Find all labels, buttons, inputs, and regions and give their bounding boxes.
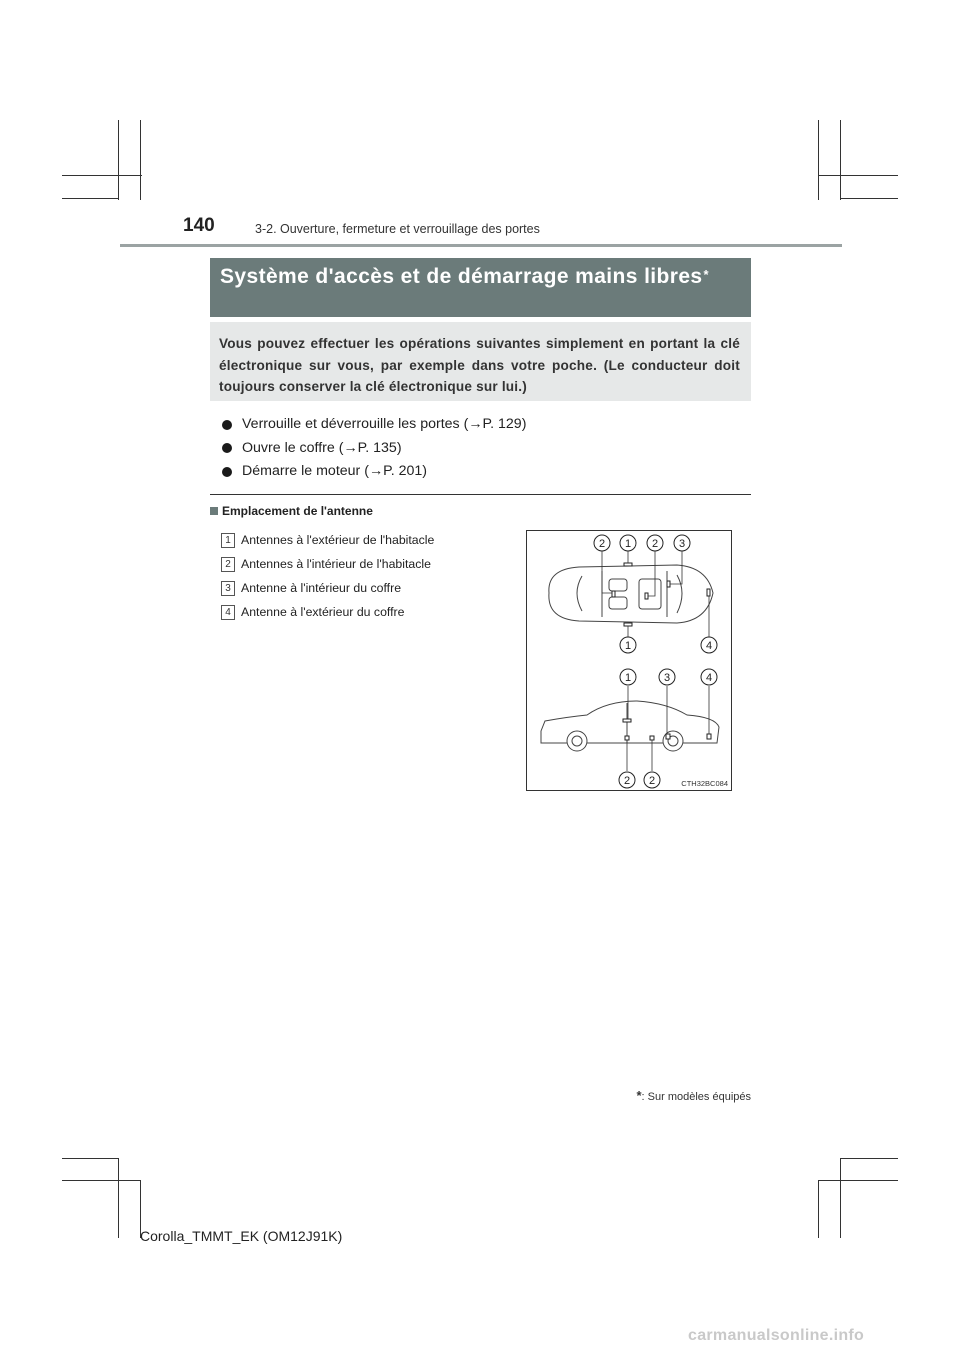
page-ref[interactable]: P. 129) <box>482 416 527 432</box>
legend-label: Antennes à l'extérieur de l'habitacle <box>241 533 435 547</box>
leader-lines <box>602 550 709 637</box>
footnote <box>620 1088 751 1103</box>
antenna-heading <box>210 504 373 518</box>
callout-number: 2 <box>648 775 656 787</box>
crop-mark <box>818 1180 819 1238</box>
car-top-view <box>549 565 713 623</box>
crop-mark <box>818 175 898 176</box>
list-item <box>222 460 526 484</box>
crop-mark <box>840 1158 898 1159</box>
legend-number: 4 <box>221 605 235 620</box>
title-asterisk: * <box>703 267 709 282</box>
title-banner <box>210 258 751 317</box>
square-bullet-icon <box>210 507 218 515</box>
figure-code: CTH32BC084 <box>681 779 728 788</box>
feature-list <box>222 413 526 484</box>
intro-box <box>210 322 751 401</box>
intro-text: Vous pouvez effectuer les opérations suivantes simplement en portant la clé électronique sur vous, par exemple dans votre poche. (Le conducteur doit toujours conserver la clé électronique sur lui.) <box>219 336 740 394</box>
callout-labels <box>599 538 712 787</box>
crop-mark <box>818 120 819 200</box>
car-side-view <box>541 701 719 751</box>
page-number: 140 <box>183 215 215 236</box>
watermark[interactable]: carmanualsonline.info <box>688 1327 865 1344</box>
bullet-icon <box>222 420 232 430</box>
page-title: Système d'accès et de démarrage mains libres <box>220 265 703 288</box>
arrow-icon: → <box>368 463 384 479</box>
bullet-icon <box>222 443 232 453</box>
callout-number: 3 <box>663 672 671 684</box>
list-item-text: Ouvre le coffre ( <box>242 439 344 456</box>
footnote-text: : Sur modèles équipés <box>641 1091 751 1103</box>
list-item <box>222 437 526 461</box>
page-ref[interactable]: P. 201) <box>383 463 428 479</box>
crop-mark <box>62 1158 119 1159</box>
legend-item <box>221 600 434 624</box>
list-item <box>222 413 526 437</box>
legend-number: 1 <box>221 533 235 548</box>
crop-mark <box>140 120 141 200</box>
antenna-legend <box>221 528 434 624</box>
section-header: 3-2. Ouverture, fermeture et verrouillage des portes <box>255 222 540 236</box>
arrow-icon: → <box>343 439 358 456</box>
legend-item <box>221 552 434 576</box>
crop-mark <box>818 1180 898 1181</box>
legend-label: Antenne à l'intérieur du coffre <box>241 581 402 595</box>
crop-mark <box>840 198 898 199</box>
section-divider <box>210 494 751 495</box>
callout-number: 2 <box>623 775 631 787</box>
antenna-heading-text: Emplacement de l'antenne <box>222 504 373 518</box>
car-diagram <box>527 531 733 792</box>
crop-mark <box>118 1158 119 1238</box>
crop-mark <box>840 120 841 200</box>
callout-circles <box>594 535 717 788</box>
legend-label: Antenne à l'extérieur du coffre <box>241 605 405 619</box>
header-rule <box>120 244 842 247</box>
page-ref[interactable]: P. 135) <box>357 439 402 456</box>
callout-number: 2 <box>598 538 606 550</box>
callout-number: 1 <box>624 538 632 550</box>
legend-label: Antennes à l'intérieur de l'habitacle <box>241 557 431 571</box>
legend-number: 2 <box>221 557 235 572</box>
list-item-text: Verrouille et déverrouille les portes ( <box>242 416 469 432</box>
legend-number: 3 <box>221 581 235 596</box>
callout-number: 1 <box>624 640 632 652</box>
footnote-asterisk: * <box>636 1088 642 1103</box>
callout-number: 4 <box>705 640 713 652</box>
legend-item <box>221 576 434 600</box>
callout-number: 2 <box>651 538 659 550</box>
callout-number: 1 <box>624 672 632 684</box>
bullet-icon <box>222 467 232 477</box>
callout-number: 3 <box>678 538 686 550</box>
crop-mark <box>62 175 142 176</box>
crop-mark <box>62 198 119 199</box>
leader-lines-side <box>627 686 709 771</box>
crop-mark <box>118 120 119 200</box>
arrow-icon: → <box>468 416 483 432</box>
callout-number: 4 <box>705 672 713 684</box>
footer-model: Corolla_TMMT_EK (OM12J91K) <box>140 1228 343 1244</box>
antenna-figure <box>526 530 732 791</box>
legend-item <box>221 528 434 552</box>
list-item-text: Démarre le moteur ( <box>242 463 369 479</box>
crop-mark <box>840 1158 841 1238</box>
crop-mark <box>62 1180 141 1181</box>
